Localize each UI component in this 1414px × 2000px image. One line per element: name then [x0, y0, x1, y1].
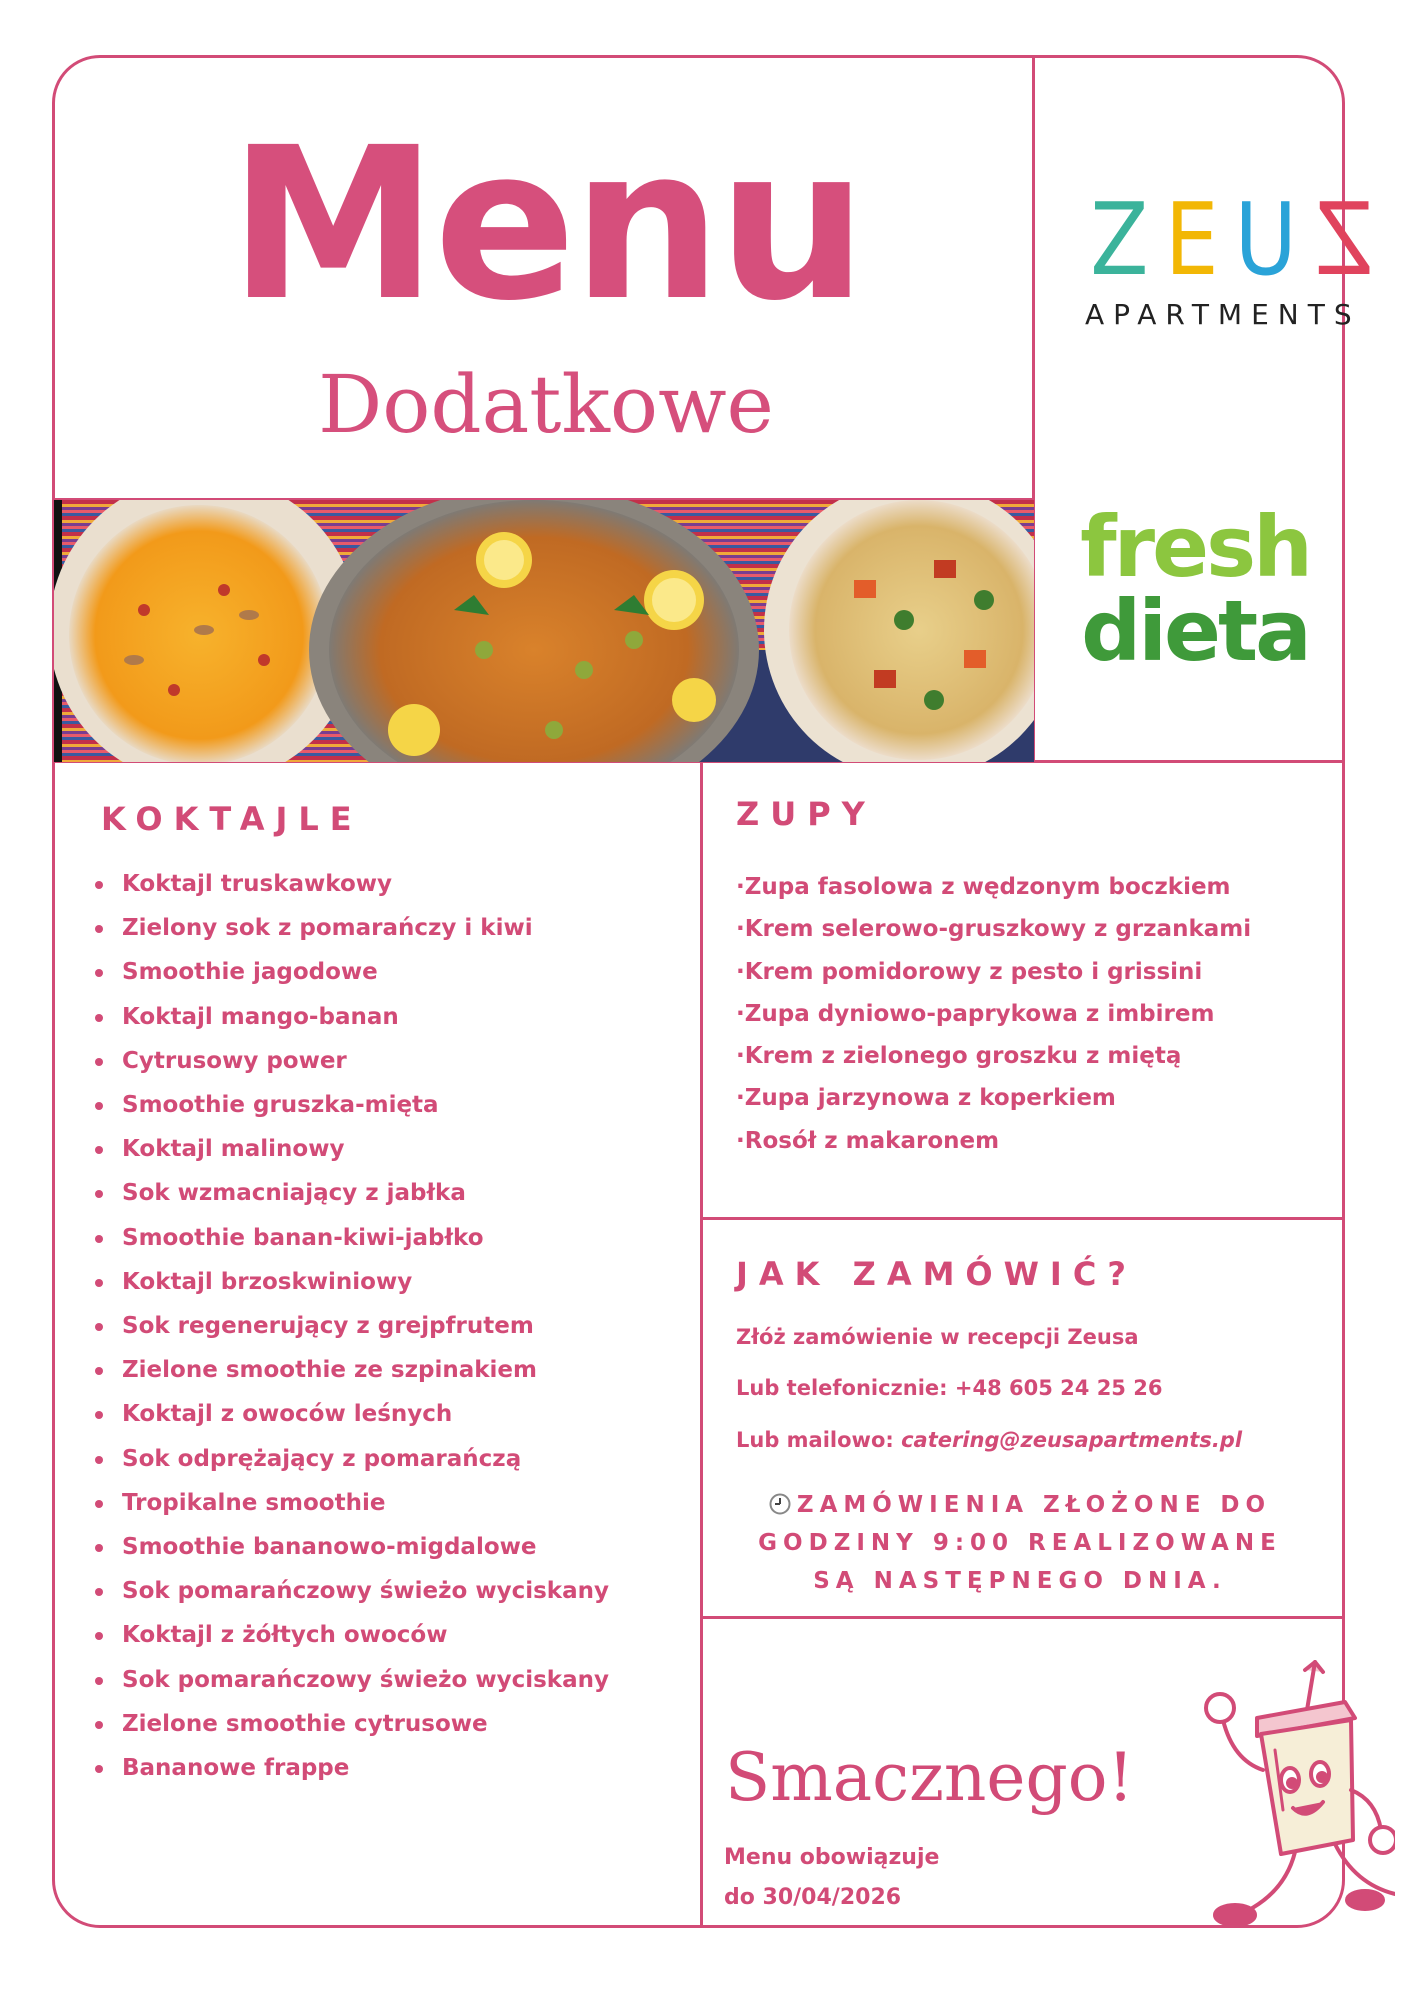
zeus-logo-letter: Z — [1313, 181, 1374, 298]
list-item: Sok wzmacniający z jabłka — [122, 1171, 722, 1215]
list-item: Sok regenerujący z grejpfrutem — [122, 1304, 722, 1348]
zupy-list — [736, 866, 1251, 1162]
order-heading: JAK ZAMÓWIĆ? — [736, 1255, 1137, 1293]
list-item: Zielone smoothie ze szpinakiem — [122, 1348, 722, 1392]
list-item: Zielone smoothie cytrusowe — [122, 1702, 722, 1746]
list-item: Koktajl truskawkowy — [122, 862, 722, 906]
food-banner-image — [54, 500, 1034, 762]
divider-zupy-order — [700, 1217, 1345, 1220]
list-item: ·Zupa dyniowo-paprykowa z imbirem — [736, 1000, 1215, 1027]
order-email-prefix: Lub mailowo: — [736, 1428, 902, 1452]
list-item: Sok odprężający z pomarańczą — [122, 1437, 722, 1481]
fresh-dieta-logo — [1070, 498, 1320, 680]
clock-icon — [769, 1493, 791, 1515]
list-item: Koktajl brzoskwiniowy — [122, 1260, 722, 1304]
zeus-logo-letter: Z — [1090, 181, 1151, 298]
zupy-heading: ZUPY — [736, 795, 876, 833]
zeus-apartments-logo — [1085, 181, 1374, 331]
zeus-logo-word — [1085, 181, 1374, 298]
list-item: ·Krem pomidorowy z pesto i grissini — [736, 958, 1203, 985]
notice-line-3: SĄ NASTĘPNEGO DNIA. — [813, 1568, 1227, 1594]
list-item: Bananowe frappe — [122, 1746, 722, 1790]
zeus-logo-letter: E — [1164, 181, 1220, 298]
list-item: Koktajl z owoców leśnych — [122, 1392, 722, 1436]
divider-order-footer — [700, 1616, 1345, 1619]
list-item: Sok pomarańczowy świeżo wyciskany — [122, 1658, 722, 1702]
order-email-link[interactable]: catering@zeusapartments.pl — [901, 1428, 1243, 1452]
list-item: Smoothie gruszka-mięta — [122, 1083, 722, 1127]
list-item: Tropikalne smoothie — [122, 1481, 722, 1525]
fresh-logo-line1: fresh — [1080, 498, 1310, 596]
list-item: ·Krem z zielonego groszku z miętą — [736, 1043, 1182, 1070]
page-subtitle: Dodatkowe — [318, 358, 774, 451]
notice-line-2: GODZINY 9:00 REALIZOWANE — [758, 1530, 1282, 1556]
koktajle-heading: KOKTAJLE — [101, 800, 363, 838]
validity-note — [724, 1838, 939, 1918]
list-item: ·Krem selerowo-gruszkowy z grzankami — [736, 916, 1252, 943]
list-item: ·Zupa fasolowa z wędzonym boczkiem — [736, 874, 1231, 900]
list-item: Koktajl z żółtych owoców — [122, 1613, 722, 1657]
list-item: Sok pomarańczowy świeżo wyciskany — [122, 1569, 722, 1613]
list-item: Smoothie banan-kiwi-jabłko — [122, 1216, 722, 1260]
order-reception-text: Złóż zamówienie w recepcji Zeusa — [736, 1325, 1139, 1349]
list-item: Cytrusowy power — [122, 1039, 722, 1083]
validity-line-1: Menu obowiązuje — [724, 1845, 940, 1870]
validity-line-2: do 30/04/2026 — [724, 1885, 902, 1910]
fresh-logo-line2: dieta — [1081, 582, 1309, 680]
list-item: ·Rosół z makaronem — [736, 1127, 1000, 1154]
greeting-text: Smacznego! — [725, 1739, 1134, 1816]
list-item: Koktajl malinowy — [122, 1127, 722, 1171]
list-item: Koktajl mango-banan — [122, 995, 722, 1039]
juice-cup-mascot-illustration — [1165, 1660, 1395, 1930]
koktajle-list — [92, 862, 722, 1790]
order-deadline-notice — [700, 1486, 1340, 1600]
notice-line-1-text: ZAMÓWIENIA ZŁOŻONE DO — [796, 1492, 1272, 1518]
list-item: Smoothie bananowo-migdalowe — [122, 1525, 722, 1569]
order-email-line — [736, 1428, 1242, 1452]
page-title: Menu — [228, 102, 864, 347]
list-item: ·Zupa jarzynowa z koperkiem — [736, 1085, 1116, 1112]
zeus-logo-tagline: APARTMENTS — [1085, 298, 1361, 331]
order-phone-text: Lub telefonicznie: +48 605 24 25 26 — [736, 1376, 1163, 1400]
notice-line-1 — [700, 1486, 1340, 1524]
zeus-logo-letter: U — [1234, 181, 1299, 298]
list-item: Zielony sok z pomarańczy i kiwi — [122, 906, 722, 950]
list-item: Smoothie jagodowe — [122, 950, 722, 994]
